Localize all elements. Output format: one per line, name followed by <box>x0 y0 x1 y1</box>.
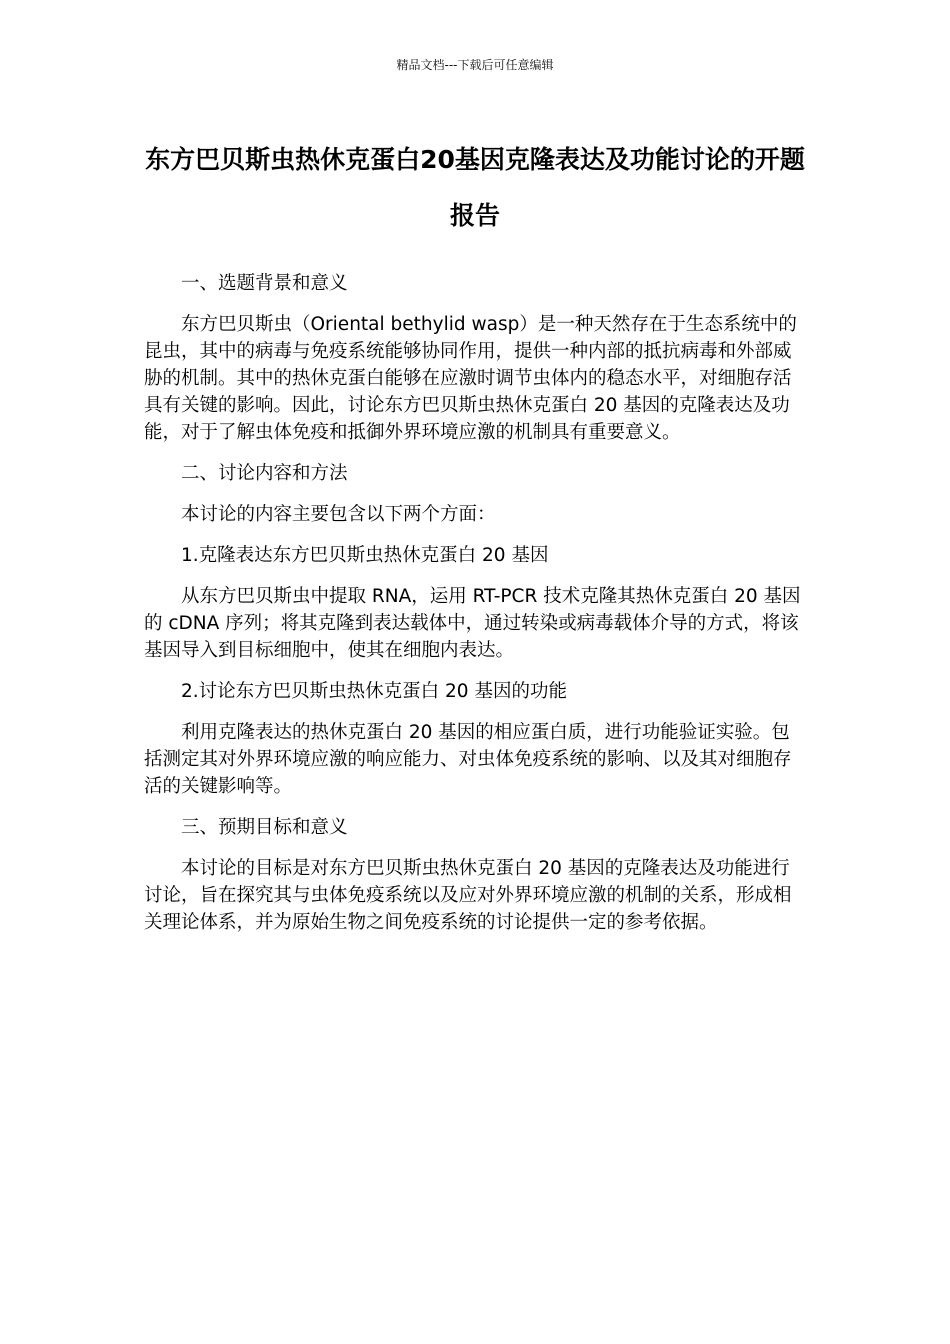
paragraph-background: 东方巴贝斯虫（Oriental bethylid wasp）是一种天然存在于生态系统中的昆虫，其中的病毒与免疫系统能够协同作用，提供一种内部的抵抗病毒和外部威胁的机制。其中的热休克蛋白能够在应激时调节虫体内的稳态水平，对细胞存活具有关键的影响。因此，讨论东方巴贝斯虫热休克蛋白 20 基因的克隆表达及功能，对于了解虫体免疫和抵御外界环境应激的机制具有重要意义。 <box>144 314 797 443</box>
paragraph-goals: 本讨论的目标是对东方巴贝斯虫热休克蛋白 20 基因的克隆表达及功能进行讨论，旨在探究其与虫体免疫系统以及应对外界环境应激的机制的关系，形成相关理论体系，并为原始生物之间免疫系统的讨论提供一定的参考依据。 <box>144 858 792 933</box>
paragraph-content-intro: 本讨论的内容主要包含以下两个方面： <box>181 504 496 525</box>
subheading-function: 2.讨论东方巴贝斯虫热休克蛋白 20 基因的功能 <box>181 681 567 702</box>
subheading-cloning: 1.克隆表达东方巴贝斯虫热休克蛋白 20 基因 <box>181 545 549 566</box>
section-heading-content-methods: 二、讨论内容和方法 <box>181 463 348 484</box>
document-body <box>144 270 806 936</box>
section-heading-goals: 三、预期目标和意义 <box>181 817 348 838</box>
section-heading-background: 一、选题背景和意义 <box>181 273 348 294</box>
document-title: 东方巴贝斯虫热休克蛋白20基因克隆表达及功能讨论的开题报告 <box>145 145 805 230</box>
header-note: 精品文档---下载后可任意编辑 <box>396 58 554 72</box>
paragraph-function: 利用克隆表达的热休克蛋白 20 基因的相应蛋白质，进行功能验证实验。包括测定其对外界环境应激的响应能力、对虫体免疫系统的影响、以及其对细胞存活的关键影响等。 <box>144 722 792 797</box>
paragraph-cloning: 从东方巴贝斯虫中提取 RNA，运用 RT-PCR 技术克隆其热休克蛋白 20 基因的 cDNA 序列；将其克隆到表达载体中，通过转染或病毒载体介导的方式，将该基因导入到目标细胞中，使其在细胞内表达。 <box>144 586 801 661</box>
